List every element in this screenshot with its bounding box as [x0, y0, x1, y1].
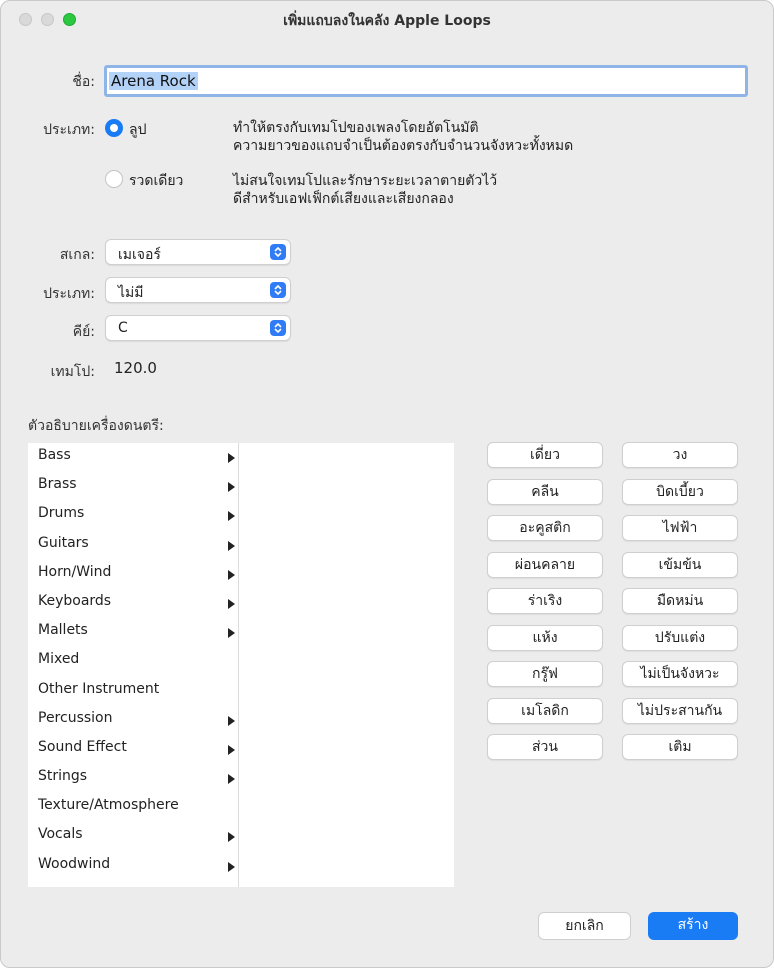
instrument-descriptors-label: ตัวอธิบายเครื่องดนตรี: — [28, 418, 164, 434]
disclosure-arrow-icon — [228, 482, 235, 492]
instrument-item-label: Keyboards — [38, 592, 112, 609]
instrument-list-item[interactable] — [28, 793, 238, 822]
descriptor-button[interactable]: ปรับแต่ง — [622, 625, 738, 651]
instrument-list-item[interactable] — [28, 618, 238, 647]
descriptor-button[interactable]: ไฟฟ้า — [622, 515, 738, 541]
descriptor-button[interactable]: คลีน — [487, 479, 603, 505]
descriptor-button[interactable]: ผ่อนคลาย — [487, 552, 603, 578]
genre-popup[interactable] — [105, 277, 291, 303]
cancel-button[interactable]: ยกเลิก — [538, 912, 631, 940]
loop-description-line1: ทำให้ตรงกับเทมโปของเพลงโดยอัตโนมัติ — [233, 120, 479, 136]
disclosure-arrow-icon — [228, 628, 235, 638]
descriptor-button[interactable]: วง — [622, 442, 738, 468]
one-shot-description — [233, 172, 497, 208]
instrument-item-label: Strings — [38, 768, 88, 785]
instrument-list-item[interactable] — [28, 560, 238, 589]
type-label: ประเภท: — [43, 122, 95, 138]
descriptor-button[interactable]: อะคูสติก — [487, 515, 603, 541]
disclosure-arrow-icon — [228, 745, 235, 755]
title-bar — [1, 1, 773, 39]
descriptor-button[interactable]: ไม่ประสานกัน — [622, 698, 738, 724]
create-button[interactable]: สร้าง — [648, 912, 738, 940]
disclosure-arrow-icon — [228, 774, 235, 784]
disclosure-arrow-icon — [228, 862, 235, 872]
instrument-list-item[interactable] — [28, 764, 238, 793]
disclosure-arrow-icon — [228, 570, 235, 580]
key-popup[interactable] — [105, 315, 291, 341]
instrument-list-item[interactable] — [28, 531, 238, 560]
descriptor-button[interactable]: มืดหม่น — [622, 588, 738, 614]
instrument-list-item[interactable] — [28, 852, 238, 881]
disclosure-arrow-icon — [228, 599, 235, 609]
one-shot-radio-label[interactable]: รวดเดียว — [129, 173, 184, 189]
chevron-updown-icon — [270, 244, 286, 260]
instrument-item-label: Percussion — [38, 709, 113, 726]
key-label: คีย์: — [72, 324, 95, 340]
descriptor-button[interactable]: ร่าเริง — [487, 588, 603, 614]
instrument-list[interactable] — [28, 443, 239, 887]
disclosure-arrow-icon — [228, 716, 235, 726]
instrument-list-item[interactable] — [28, 472, 238, 501]
instrument-list-item[interactable] — [28, 735, 238, 764]
instrument-list-item[interactable] — [28, 443, 238, 472]
disclosure-arrow-icon — [228, 511, 235, 521]
scale-label: สเกล: — [59, 247, 95, 263]
instrument-browser — [28, 443, 454, 887]
tempo-label: เทมโป: — [50, 364, 95, 380]
instrument-item-label: Sound Effect — [38, 738, 127, 755]
tempo-value: 120.0 — [114, 359, 157, 377]
loop-description — [233, 119, 573, 155]
instrument-item-label: Horn/Wind — [38, 563, 112, 580]
instrument-item-label: Drums — [38, 505, 85, 522]
instrument-item-label: Other Instrument — [38, 680, 160, 697]
descriptor-button[interactable]: ส่วน — [487, 734, 603, 760]
descriptor-button[interactable]: เมโลดิก — [487, 698, 603, 724]
name-value: Arena Rock — [111, 72, 196, 90]
descriptor-button[interactable]: ไม่เป็นจังหวะ — [622, 661, 738, 687]
instrument-list-item[interactable] — [28, 501, 238, 530]
window-title: เพิ่มแถบลงในคลัง Apple Loops — [283, 13, 491, 29]
instrument-item-label: Guitars — [38, 534, 89, 551]
loop-radio-label[interactable]: ลูป — [129, 122, 147, 138]
descriptor-button[interactable]: กรู๊ฟ — [487, 661, 603, 687]
descriptor-button[interactable]: แห้ง — [487, 625, 603, 651]
one-shot-radio[interactable] — [105, 170, 123, 188]
descriptor-button[interactable]: เดี่ยว — [487, 442, 603, 468]
instrument-item-label: Mallets — [38, 622, 88, 639]
instrument-item-label: Brass — [38, 476, 77, 493]
one-shot-description-line2: ดีสำหรับเอฟเฟ็กต์เสียงและเสียงกลอง — [233, 191, 454, 207]
descriptor-button[interactable]: เติม — [622, 734, 738, 760]
scale-value: เมเจอร์ — [118, 247, 161, 263]
instrument-list-item[interactable] — [28, 822, 238, 851]
disclosure-arrow-icon — [228, 453, 235, 463]
genre-value: ไม่มี — [118, 285, 144, 301]
descriptor-button[interactable]: เข้มข้น — [622, 552, 738, 578]
name-field[interactable] — [104, 65, 748, 97]
descriptor-button[interactable]: บิดเบี้ยว — [622, 479, 738, 505]
genre-label: ประเภท: — [43, 286, 95, 302]
disclosure-arrow-icon — [228, 832, 235, 842]
one-shot-description-line1: ไม่สนใจเทมโปและรักษาระยะเวลาตายตัวไว้ — [233, 173, 498, 189]
instrument-list-item[interactable] — [28, 589, 238, 618]
key-value: C — [118, 320, 128, 336]
name-label: ชื่อ: — [72, 74, 95, 90]
loop-radio[interactable] — [105, 119, 123, 137]
instrument-list-item[interactable] — [28, 647, 238, 676]
instrument-item-label: Texture/Atmosphere — [38, 797, 179, 814]
disclosure-arrow-icon — [228, 541, 235, 551]
instrument-item-label: Vocals — [38, 826, 83, 843]
instrument-list-item[interactable] — [28, 677, 238, 706]
instrument-item-label: Bass — [38, 447, 71, 463]
chevron-updown-icon — [270, 320, 286, 336]
chevron-updown-icon — [270, 282, 286, 298]
scale-popup[interactable] — [105, 239, 291, 265]
instrument-list-item[interactable] — [28, 706, 238, 735]
loop-description-line2: ความยาวของแถบจำเป็นต้องตรงกับจำนวนจังหวะทั้งหมด — [233, 138, 574, 154]
instrument-item-label: Woodwind — [38, 855, 111, 872]
instrument-item-label: Mixed — [38, 651, 80, 668]
